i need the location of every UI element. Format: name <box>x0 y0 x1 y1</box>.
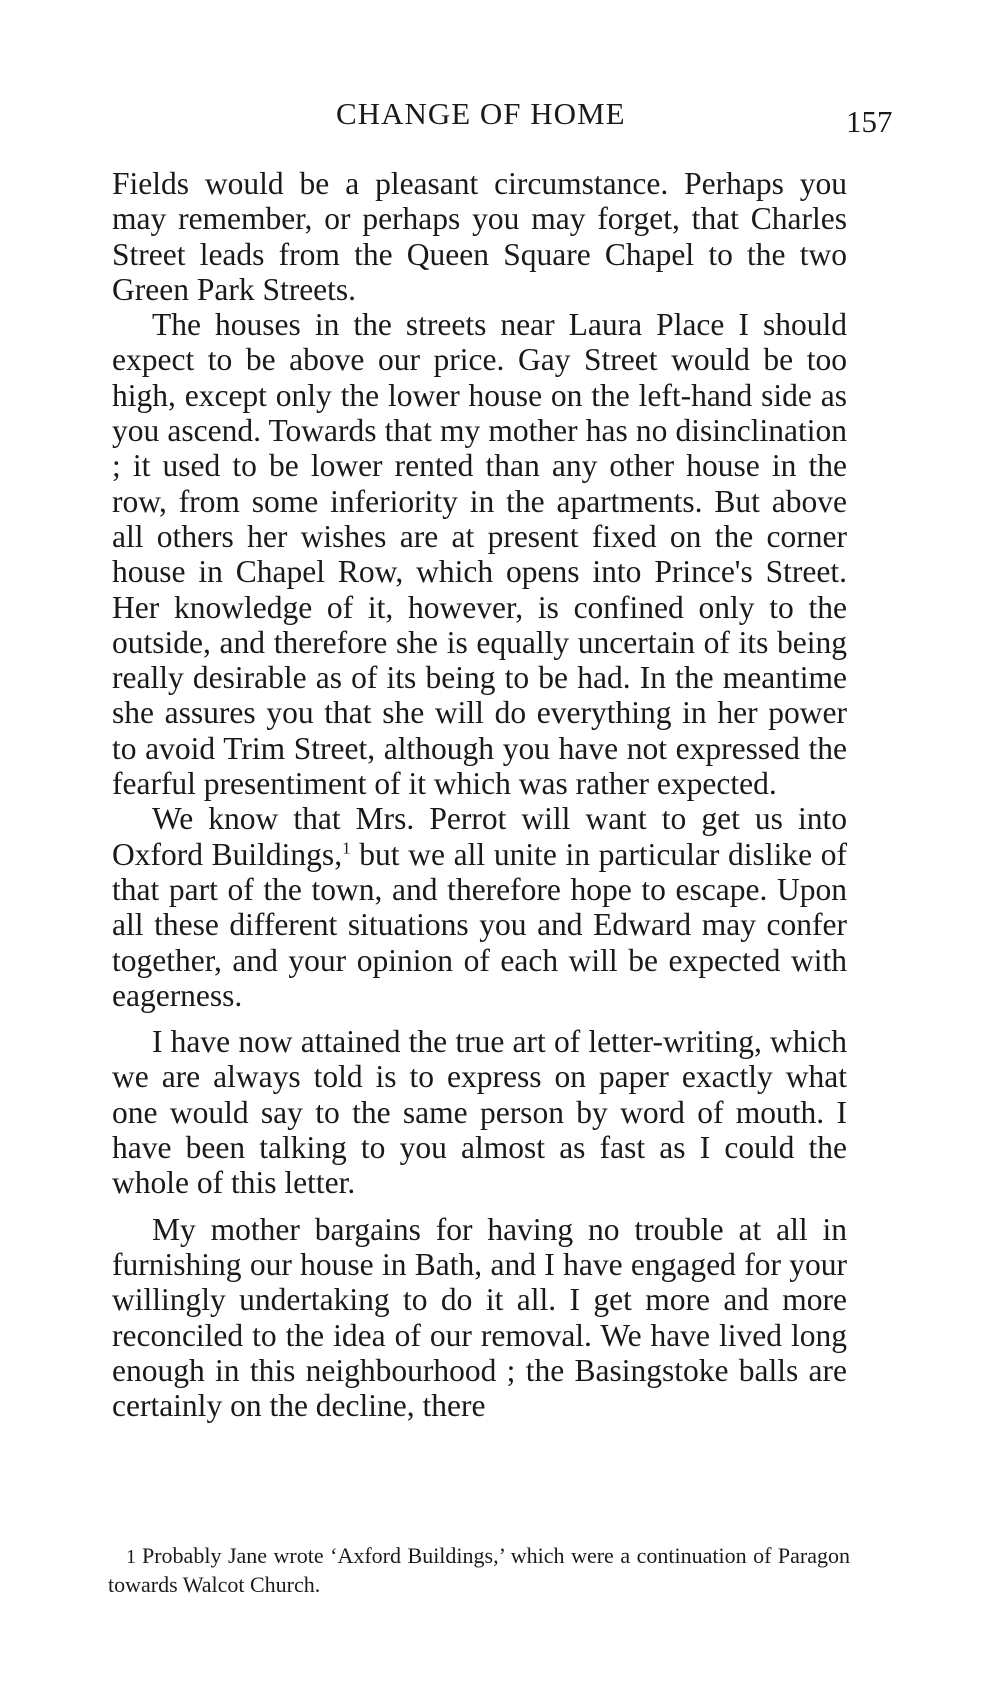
footnote <box>108 1542 850 1599</box>
paragraph-2: The houses in the streets near Laura Place I should expect to be above our price. Gay Street would be too high, except only the lower house on the left-hand side as you ascend. Towards that my mother has no disinclination ; it used to be lower rented than any other house in the row, from some inferiority in the apartments. But above all others her wishes are at present fixed on the corner house in Chapel Row, which opens into Prince's Street. Her knowledge of it, however, is confined only to the outside, and therefore she is equally uncertain of its being really desirable as of its being to be had. In the meantime she assures you that she will do everything in her power to avoid Trim Street, although you have not expressed the fearful presentiment of it which was rather expected. <box>112 307 847 802</box>
footnote-marker: 1 <box>126 1546 136 1568</box>
paragraph-5: My mother bargains for having no trouble at all in furnishing our house in Bath, and I have engaged for your willingly undertaking to do it all. I get more and more reconciled to the idea of our removal. We have lived long enough in this neighbourhood ; the Basingstoke balls are certainly on the decline, there <box>112 1211 847 1424</box>
footnote-text: Probably Jane wrote ‘Axford Buildings,’ which were a continuation of Paragon towards Walcot Church. <box>108 1543 850 1597</box>
paragraph-3 <box>112 801 847 1013</box>
paragraph-1: Fields would be a pleasant circumstance. Perhaps you may remember, or perhaps you may forget, that Charles Street leads from the Queen Square Chapel to the two Green Park Streets. <box>112 166 847 307</box>
running-title: CHANGE OF HOME <box>336 96 626 131</box>
page-number: 157 <box>846 104 893 139</box>
paragraph-4: I have now attained the true art of letter-writing, which we are always told is to express on paper exactly what one would say to the same person by word of mouth. I have been talking to you almost as fast as I could the whole of this letter. <box>112 1024 847 1201</box>
body-text <box>112 166 847 1423</box>
paragraph-3-text-a: We know that Mrs. Perrot will want to get us into Oxford Buildings, <box>112 801 847 872</box>
paragraph-3-text-b: but we all unite in particular dislike of that part of the town, and therefore hope to escape. Upon all these different situations you and Edward may confer together, and your opinion of each will be expected with eagerness. <box>112 836 847 1013</box>
footnote-reference: 1 <box>342 838 351 858</box>
